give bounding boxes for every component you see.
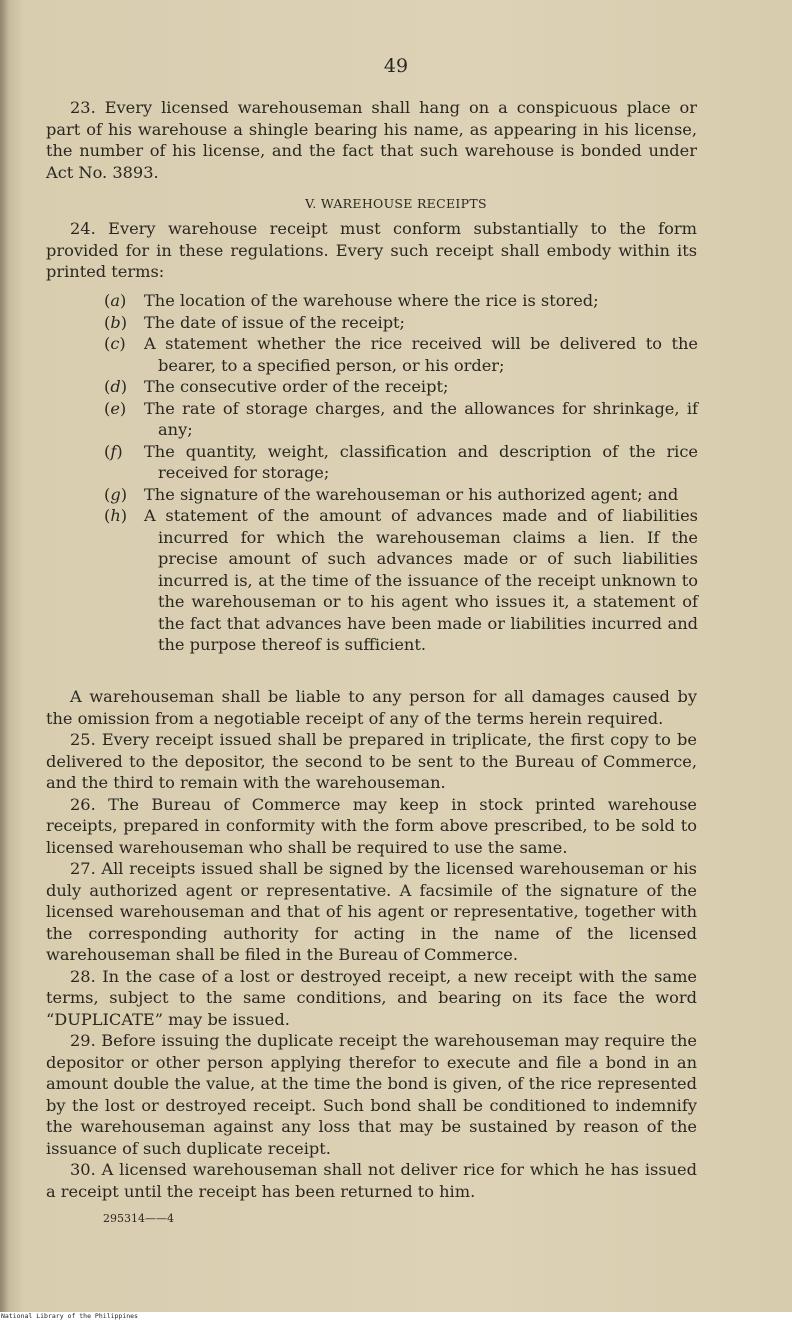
paragraph-30: 30. A licensed warehouseman shall not deliver rice for which he has issued a receipt until the receipt has been returned to him. bbox=[46, 1160, 697, 1201]
credit-line: National Library of the Philippines bbox=[1, 1312, 138, 1320]
paragraph-26: 26. The Bureau of Commerce may keep in stock printed warehouse receipts, prepared in conformity with the form above prescribed, to be sold to licensed warehouseman who shall be required to use the same. bbox=[46, 794, 697, 857]
list-marker: (d) bbox=[104, 377, 128, 396]
list-item-text: A statement whether the rice received will be delivered to the bearer, to a specified person, or his order; bbox=[144, 334, 698, 375]
list-item-text: The date of issue of the receipt; bbox=[144, 312, 406, 332]
paragraph-25: 25. Every receipt issued shall be prepared in triplicate, the first copy to be delivered to the depositor, the second to be sent to the Bureau of Commerce, and the third to remain with the warehouseman. bbox=[46, 730, 697, 792]
list-item bbox=[104, 441, 698, 484]
list-marker: (a) bbox=[104, 291, 127, 310]
list-item bbox=[104, 333, 698, 376]
list-marker: (h) bbox=[104, 506, 128, 525]
list-marker: (b) bbox=[104, 312, 128, 332]
list-item bbox=[104, 484, 698, 506]
list-item bbox=[104, 398, 698, 441]
page-number: 49 bbox=[383, 55, 409, 77]
paragraph-24: 24. Every warehouse receipt must conform substantially to the form provided for in these regulations. Every such receipt shall embody within its printed terms: bbox=[46, 219, 697, 281]
section-v-intro bbox=[46, 218, 697, 283]
list-item-text: The consecutive order of the receipt; bbox=[144, 377, 449, 396]
list-item-text: The rate of storage charges, and the allowances for shrinkage, if any; bbox=[144, 398, 698, 439]
paragraph-28: 28. In the case of a lost or destroyed receipt, a new receipt with the same terms, subject to the same conditions, and bearing on its face the word “DUPLICATE” may be issued. bbox=[46, 966, 697, 1029]
section-v-body bbox=[46, 686, 697, 1202]
list-item-text: The quantity, weight, classification and description of the rice received for storage; bbox=[144, 441, 698, 482]
list-marker: (e) bbox=[104, 398, 127, 418]
paragraph-27: 27. All receipts issued shall be signed by the licensed warehouseman or his duly authorized agent or representative. A facsimile of the signature of the licensed warehouseman and that of his agent or representative, together with the corresponding authority for acting in the name of the licensed warehouseman shall be filed in the Bureau of Commerce. bbox=[46, 859, 697, 964]
list-item bbox=[104, 505, 698, 656]
list-item bbox=[104, 312, 698, 334]
list-item-text: The signature of the warehouseman or his authorized agent; and bbox=[144, 484, 679, 504]
receipt-terms-list bbox=[104, 290, 698, 656]
list-item-text: A statement of the amount of advances made and of liabilities incurred for which the warehouseman claims a lien. If the precise amount of such advances made or of such liabilities incurred is, at the time of the issuance of the receipt unknown to the warehouseman or to his agent who issues it, a statement of the fact that advances have been made or liabilities incurred and the purpose thereof is sufficient. bbox=[144, 506, 698, 654]
list-marker: (c) bbox=[104, 334, 126, 353]
list-marker: (g) bbox=[104, 484, 128, 504]
list-marker: (f) bbox=[104, 441, 123, 461]
section-heading: V. WAREHOUSE RECEIPTS bbox=[305, 196, 487, 211]
list-item bbox=[104, 290, 698, 312]
section-iv-text bbox=[46, 97, 697, 183]
list-item-text: The location of the warehouse where the rice is stored; bbox=[144, 291, 599, 310]
print-code: 295314——4 bbox=[103, 1212, 174, 1225]
paragraph-liability: A warehouseman shall be liable to any person for all damages caused by the omission from a negotiable receipt of any of the terms herein required. bbox=[46, 687, 697, 728]
paragraph-29: 29. Before issuing the duplicate receipt the warehouseman may require the depositor or other person applying therefor to execute and file a bond in an amount double the value, at the time the bond is given, of the rice represented by the lost or destroyed receipt. Such bond shall be conditioned to indemnify the warehouseman against any loss that may be sustained by reason of the issuance of such duplicate receipt. bbox=[46, 1031, 697, 1158]
list-item bbox=[104, 376, 698, 398]
paragraph-23: 23. Every licensed warehouseman shall hang on a conspicuous place or part of his warehouse a shingle bearing his name, as appearing in his license, the number of his license, and the fact that such warehouse is bonded under Act No. 3893. bbox=[46, 98, 697, 182]
